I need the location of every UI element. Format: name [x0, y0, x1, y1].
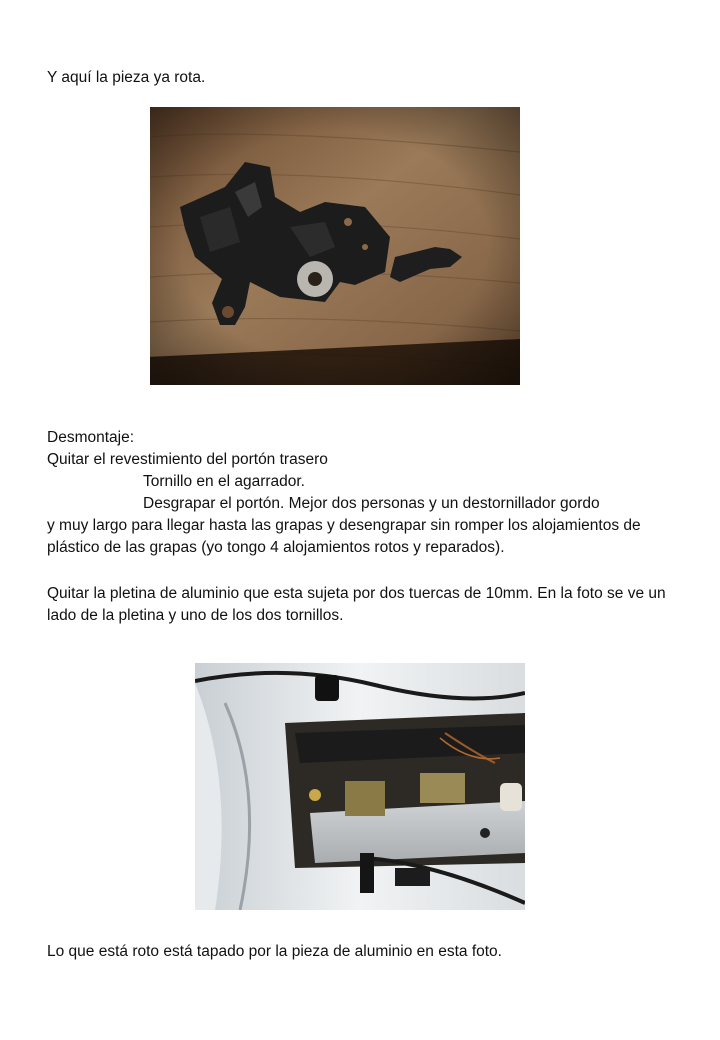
- tailgate-illustration: [195, 663, 525, 910]
- intro-text: Y aquí la pieza ya rota.: [47, 69, 206, 86]
- step-1: Quitar el revestimiento del portón trasero: [47, 451, 328, 468]
- step-1b-rest: y muy largo para llegar hasta las grapas y desengrapar sin romper los alojamientos de plástico de las grapas (yo tongo 4 alojamientos rotos y reparados).: [47, 517, 641, 557]
- step-1a: Tornillo en el agarrador.: [143, 473, 305, 490]
- tailgate-photo: [195, 663, 525, 910]
- broken-part-photo: [150, 107, 520, 385]
- broken-part-illustration: [150, 107, 520, 385]
- caption-text: Lo que está roto está tapado por la pieza de aluminio en esta foto.: [47, 943, 502, 960]
- step-2: Quitar la pletina de aluminio que esta sujeta por dos tuercas de 10mm. En la foto se ve un lado de la pletina y uno de los dos tornillos.: [47, 585, 666, 625]
- section-heading: Desmontaje:: [47, 429, 135, 446]
- step-1b-lead: Desgrapar el portón. Mejor dos personas y un destornillador gordo: [143, 495, 600, 512]
